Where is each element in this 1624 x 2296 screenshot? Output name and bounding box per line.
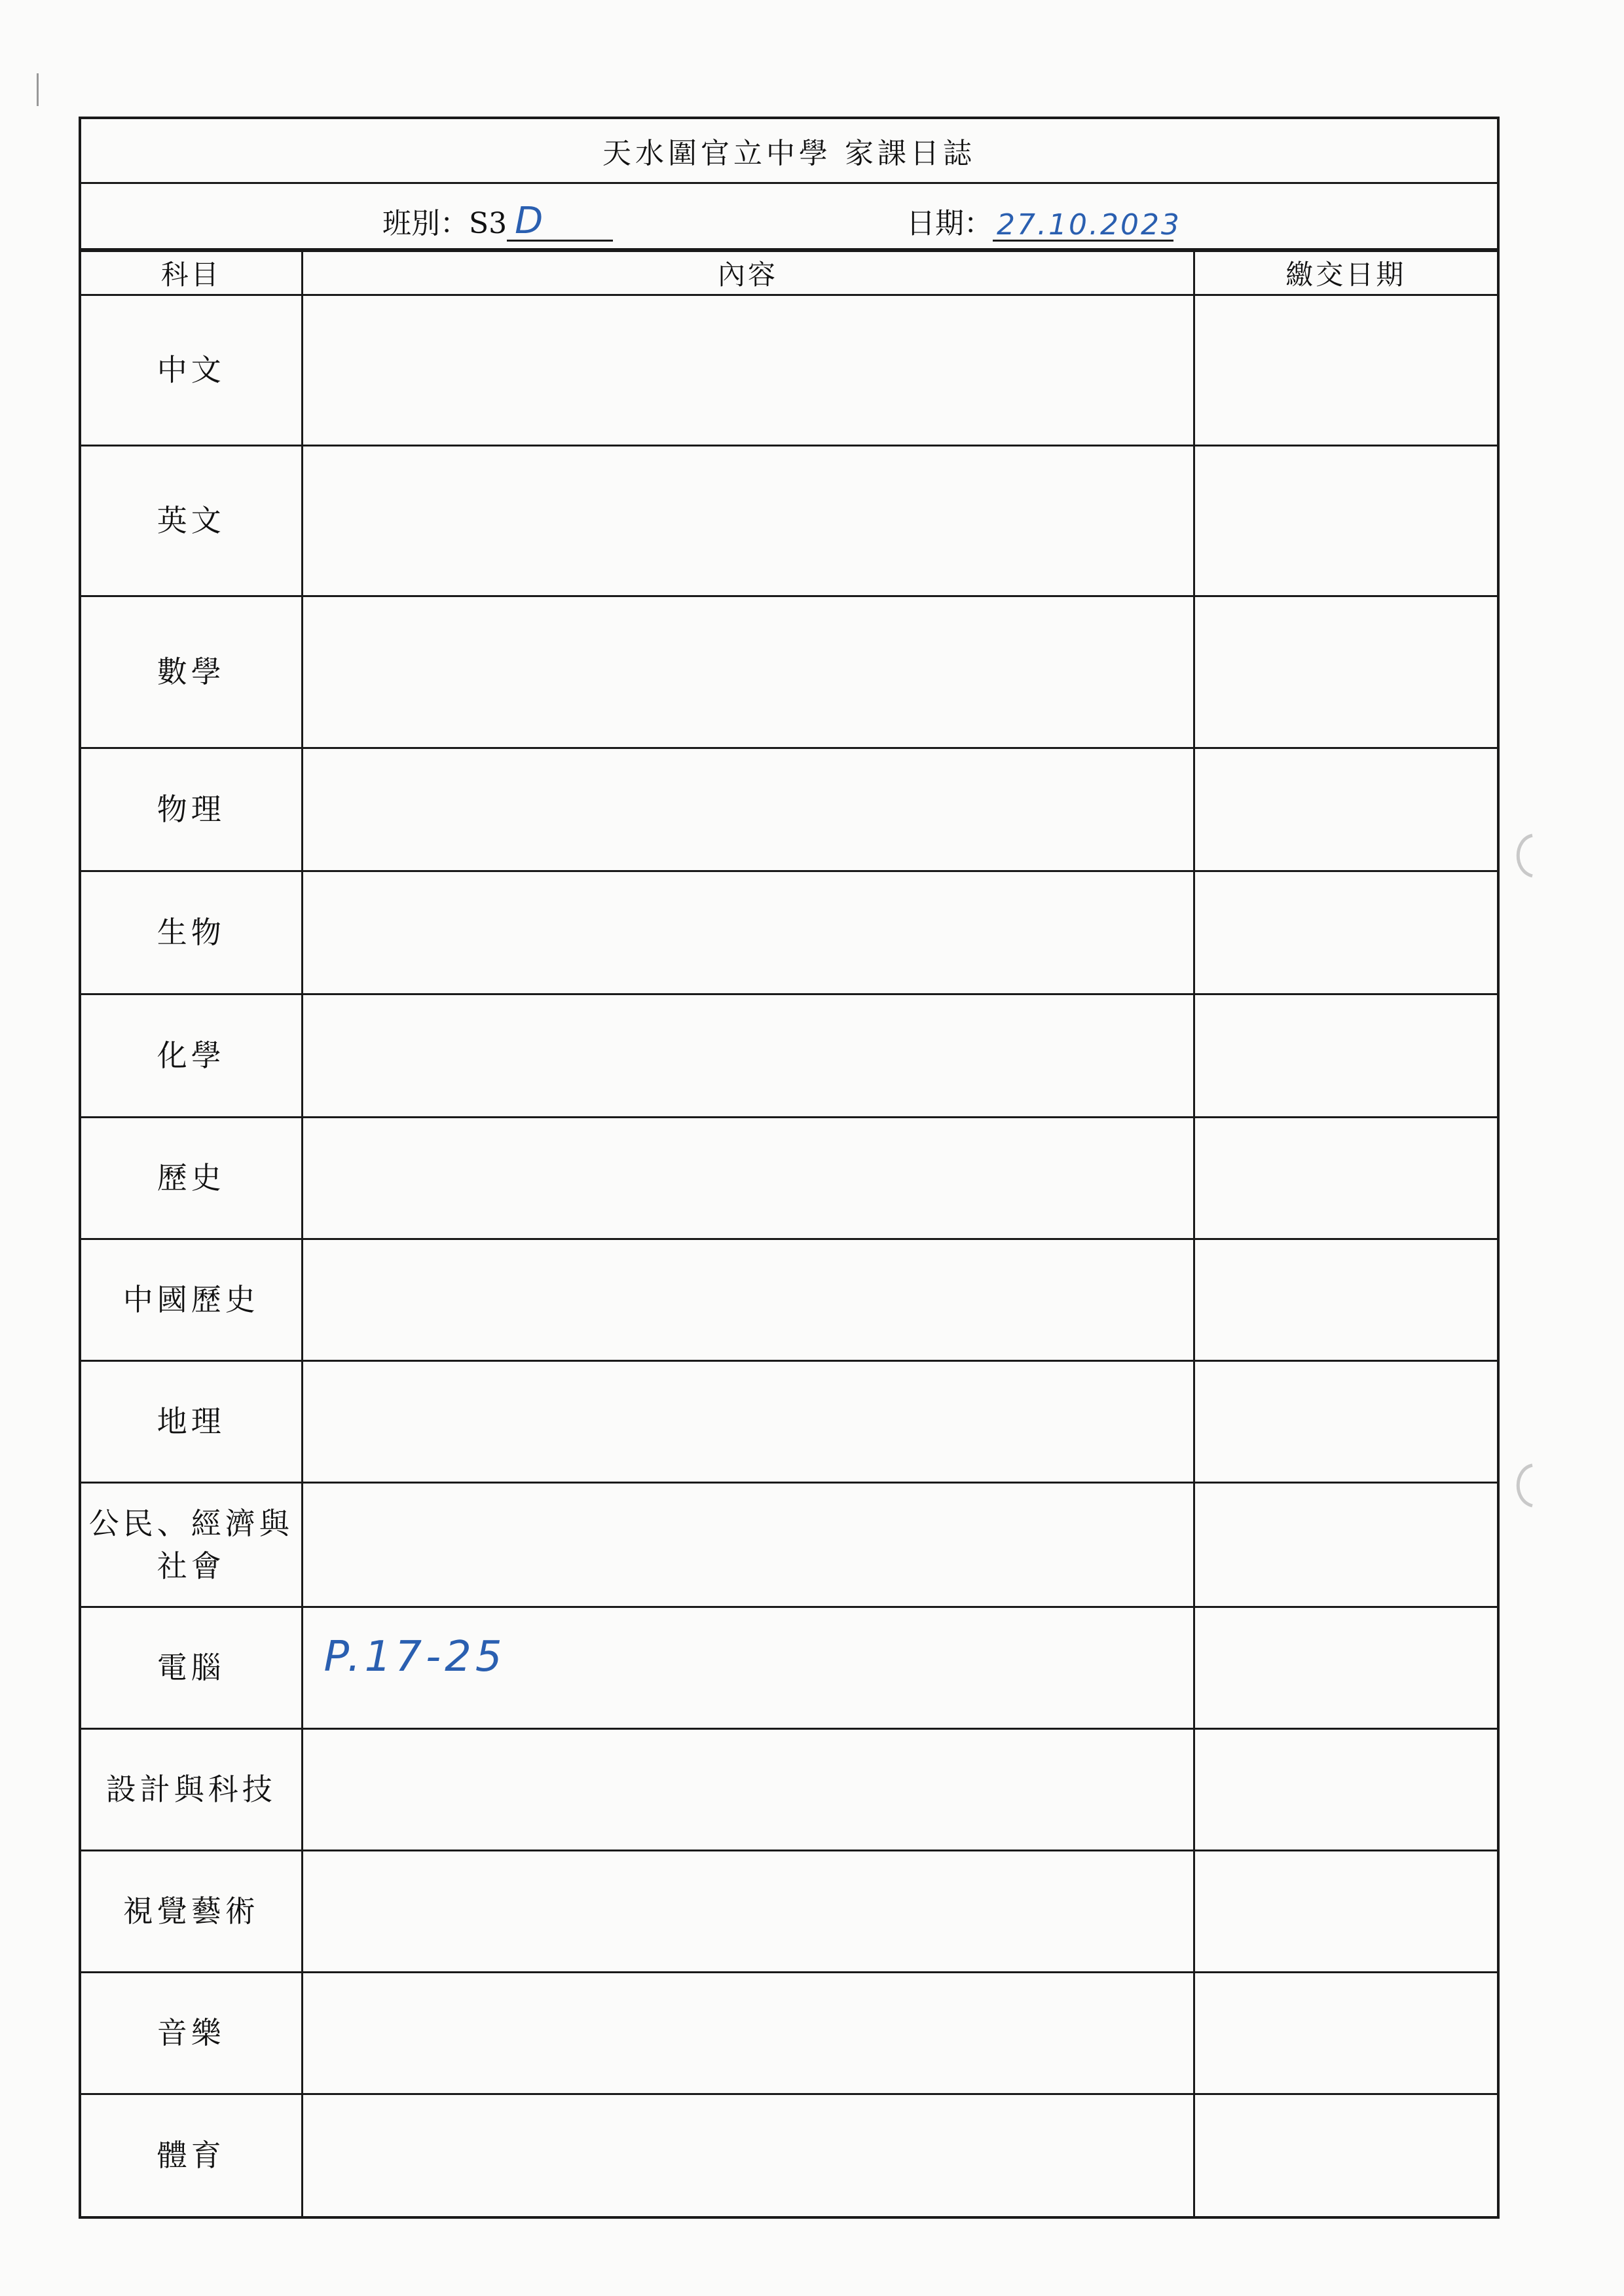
content-cell[interactable] (302, 596, 1194, 748)
table-body (81, 295, 1497, 2216)
table-row (81, 1118, 1497, 1239)
content-cell[interactable]: P.17-25 (302, 1607, 1194, 1729)
table-row (81, 446, 1497, 596)
subject-cell: 視覺藝術 (81, 1851, 302, 1973)
table-row (81, 1483, 1497, 1607)
subject-cell: 體育 (81, 2094, 302, 2216)
header-due-date: 繳交日期 (1194, 251, 1497, 295)
class-label: 班別：S3 (382, 207, 507, 240)
header-content: 內容 (302, 251, 1194, 295)
table-row (81, 1239, 1497, 1361)
date-label: 日期： (906, 207, 993, 240)
due-date-cell[interactable] (1194, 1239, 1497, 1361)
subject-cell: 電腦 (81, 1607, 302, 1729)
content-cell[interactable] (302, 871, 1194, 994)
subject-cell: 數學 (81, 596, 302, 748)
content-cell[interactable] (302, 994, 1194, 1118)
subject-cell: 物理 (81, 748, 302, 871)
punch-hole-mark (1506, 1460, 1552, 1512)
date-value: 27.10.2023 (993, 211, 1173, 242)
due-date-cell[interactable] (1194, 994, 1497, 1118)
table-row (81, 1973, 1497, 2094)
content-cell[interactable] (302, 1361, 1194, 1483)
subject-cell: 音樂 (81, 1973, 302, 2094)
content-cell[interactable] (302, 295, 1194, 446)
due-date-cell[interactable] (1194, 1361, 1497, 1483)
content-cell[interactable] (302, 446, 1194, 596)
header-subject: 科目 (81, 251, 302, 295)
due-date-cell[interactable] (1194, 1973, 1497, 2094)
table-row (81, 994, 1497, 1118)
content-cell[interactable] (302, 1973, 1194, 2094)
content-cell[interactable] (302, 1851, 1194, 1973)
subject-cell: 地理 (81, 1361, 302, 1483)
table-row (81, 1607, 1497, 1729)
content-cell[interactable] (302, 1483, 1194, 1607)
due-date-cell[interactable] (1194, 446, 1497, 596)
subject-cell: 歷史 (81, 1118, 302, 1239)
due-date-cell[interactable] (1194, 295, 1497, 446)
table-row (81, 1851, 1497, 1973)
date-field (906, 200, 1181, 242)
subject-cell: 公民、經濟與社會 (81, 1483, 302, 1607)
info-row (81, 184, 1497, 250)
scan-edge-mark (37, 73, 39, 106)
table-row (81, 295, 1497, 446)
content-cell[interactable] (302, 748, 1194, 871)
class-value: D (507, 203, 613, 242)
due-date-cell[interactable] (1194, 871, 1497, 994)
content-cell[interactable] (302, 2094, 1194, 2216)
due-date-cell[interactable] (1194, 748, 1497, 871)
due-date-cell[interactable] (1194, 1851, 1497, 1973)
subject-cell: 中文 (81, 295, 302, 446)
table-row (81, 1729, 1497, 1851)
subject-cell: 英文 (81, 446, 302, 596)
due-date-cell[interactable] (1194, 1118, 1497, 1239)
table-row (81, 1361, 1497, 1483)
class-field (382, 200, 613, 242)
due-date-cell[interactable] (1194, 2094, 1497, 2216)
subject-cell: 生物 (81, 871, 302, 994)
content-cell[interactable] (302, 1729, 1194, 1851)
content-cell[interactable] (302, 1239, 1194, 1361)
due-date-cell[interactable] (1194, 1483, 1497, 1607)
punch-hole-mark (1506, 830, 1552, 883)
subject-cell: 設計與科技 (81, 1729, 302, 1851)
table-row (81, 748, 1497, 871)
table-header-row (81, 251, 1497, 295)
table-row (81, 871, 1497, 994)
due-date-cell[interactable] (1194, 1729, 1497, 1851)
homework-table (81, 250, 1497, 2216)
table-row (81, 2094, 1497, 2216)
page-title: 天水圍官立中學 家課日誌 (81, 119, 1497, 184)
due-date-cell[interactable] (1194, 596, 1497, 748)
subject-cell: 中國歷史 (81, 1239, 302, 1361)
subject-cell: 化學 (81, 994, 302, 1118)
content-cell[interactable] (302, 1118, 1194, 1239)
homework-diary-sheet (79, 117, 1500, 2219)
due-date-cell[interactable] (1194, 1607, 1497, 1729)
table-row (81, 596, 1497, 748)
